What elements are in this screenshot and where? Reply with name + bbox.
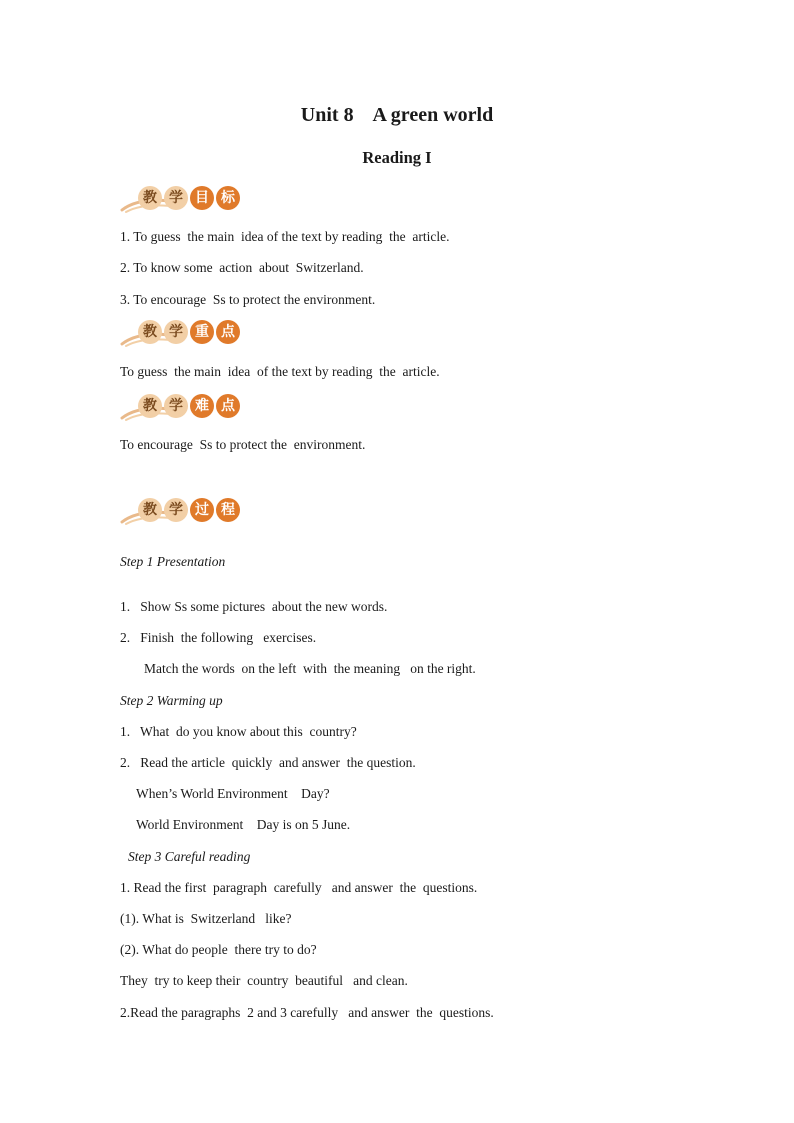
step-line: (2). What do people there try to do? xyxy=(120,942,317,957)
step-item: 1. What do you know about this country? xyxy=(120,724,357,739)
badge-char: 点 xyxy=(216,394,240,418)
difficulty-line: To encourage Ss to protect the environment. xyxy=(120,437,366,452)
badge-char: 学 xyxy=(164,320,188,344)
step-line: 2.Read the paragraphs 2 and 3 carefully and answer the questions. xyxy=(120,1005,494,1020)
badge-char: 目 xyxy=(190,186,214,210)
badge-char: 点 xyxy=(216,320,240,344)
step-item: 1. Show Ss some pictures about the new words. xyxy=(120,599,388,614)
badge-char: 重 xyxy=(190,320,214,344)
badge-char: 标 xyxy=(216,186,240,210)
step-item: 2. Read the article quickly and answer the question. xyxy=(120,755,416,770)
objective-line: 3. To encourage Ss to protect the environment. xyxy=(120,292,376,307)
objective-line: 2. To know some action about Switzerland. xyxy=(120,260,364,275)
badge-char: 学 xyxy=(164,498,188,522)
step-answer: World Environment Day is on 5 June. xyxy=(136,817,351,832)
page-title: Unit 8 A green world xyxy=(300,104,494,126)
objective-line: 1. To guess the main idea of the text by reading the article. xyxy=(120,229,450,244)
page-subtitle: Reading I xyxy=(362,148,432,167)
process-badge xyxy=(120,498,235,526)
step-line: They try to keep their country beautiful and clean. xyxy=(120,973,408,988)
key-points-badge xyxy=(120,320,235,348)
badge-char: 过 xyxy=(190,498,214,522)
badge-char: 难 xyxy=(190,394,214,418)
step-question: When’s World Environment Day? xyxy=(136,786,330,801)
difficulties-badge xyxy=(120,394,235,422)
step-heading: Step 1 Presentation xyxy=(120,554,226,569)
badge-char: 教 xyxy=(138,394,162,418)
badge-char: 学 xyxy=(164,186,188,210)
badge-char: 教 xyxy=(138,498,162,522)
step-heading: Step 3 Careful reading xyxy=(128,849,251,864)
badge-char: 学 xyxy=(164,394,188,418)
key-point-line: To guess the main idea of the text by reading the article. xyxy=(120,364,440,379)
step-note: Match the words on the left with the meaning on the right. xyxy=(144,661,476,676)
step-heading: Step 2 Warming up xyxy=(120,693,223,708)
badge-char: 教 xyxy=(138,320,162,344)
badge-char: 程 xyxy=(216,498,240,522)
badge-char: 教 xyxy=(138,186,162,210)
step-line: (1). What is Switzerland like? xyxy=(120,911,292,926)
step-item: 2. Finish the following exercises. xyxy=(120,630,317,645)
objectives-badge xyxy=(120,186,235,214)
step-line: 1. Read the first paragraph carefully and answer the questions. xyxy=(120,880,478,895)
